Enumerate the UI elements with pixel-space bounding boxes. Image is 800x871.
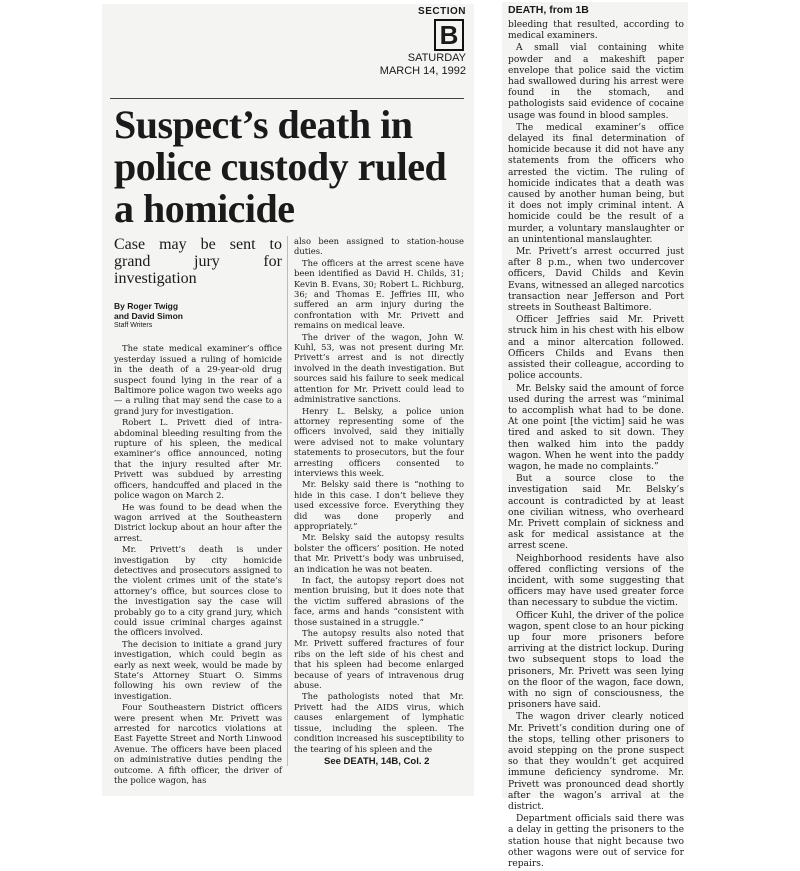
headline: Suspect’s death in police custody ruled a homicide [114, 102, 447, 231]
paragraph: also been assigned to station-house duties. [294, 236, 464, 257]
paragraph: A small vial containing white powder and a makeshift paper envelope that police said the victim had swallowed during his arrest were found in the stomach, and pathologists said evidence of cocaine usage was found in blood samples. [508, 43, 684, 121]
paragraph: bleeding that resulted, according to medical examiners. [508, 20, 684, 42]
paragraph: Four Southeastern District officers were present when Mr. Privett was arrested for narcotics violations at East Fayette Street and North Linwood Avenue. The officers have been placed on administrative duties pending the outcome. A fifth officer, the driver of the police wagon, has [114, 702, 282, 786]
paragraph: Mr. Privett’s death is under investigation by city homicide detectives and prosecutors assigned to the violent crimes unit of the state’s attorney’s office, but sources close to the investigation say the case will probably go to a city grand jury, which could issue criminal charges against the officers involved. [114, 544, 282, 638]
paragraph: The pathologists noted that Mr. Privett had the AIDS virus, which causes enlargement of lymphatic tissue, including the spleen. The condition increased his susceptibility to the tearing of his spleen and the [294, 691, 464, 754]
headline-rule [110, 98, 464, 99]
jump-line: See DEATH, 14B, Col. 2 [324, 756, 430, 767]
dateline-day: SATURDAY [407, 52, 466, 64]
dateline [380, 52, 466, 78]
byline-1: By Roger Twigg [114, 301, 179, 311]
paragraph: Officer Jeffries said Mr. Privett struck him in his chest with his elbow and a minor altercation followed. Officers Childs and Evans then assisted their colleague, according to police accounts. [508, 315, 684, 382]
staff-credit: Staff Writers [114, 322, 153, 329]
paragraph: Mr. Belsky said there is “nothing to hide in this case. I don’t believe they used excessive force. Everything they did was done properly and appropriately.” [294, 479, 464, 531]
masthead [102, 6, 474, 90]
paragraph: Mr. Belsky said the amount of force used during the arrest was “minimal to accomplish what had to be done. At one point [the victim] said he was tired and asked to sit down. They then walked him into the paddy wagon. When he went into the paddy wagon, he made no complaints.” [508, 383, 684, 472]
continuation-header: DEATH, from 1B [508, 4, 589, 16]
paragraph: The state medical examiner’s office yesterday issued a ruling of homicide in the death of a 29-year-old drug suspect found lying in the rear of a Baltimore police wagon two weeks ago — a ruling that may send the case to a grand jury for investigation. [114, 343, 282, 416]
section-label: SECTION [418, 6, 466, 17]
paragraph: But a source close to the investigation said Mr. Belsky’s account is contradicted by at least one civilian witness, who overheard Mr. Privett complain of sickness and ask for medical assistance at the arrest scene. [508, 474, 684, 552]
paragraph: The medical examiner’s office delayed its final determination of homicide because it did not have any statements from the officers who arrested the victim. The ruling of homicide indicates that a death was caused by another human being, but it does not imply criminal intent. A homicide could be the result of a murder, a voluntary manslaughter or an unintentional manslaughter. [508, 122, 684, 245]
front-page-clipping [102, 4, 474, 796]
paragraph: Department officials said there was a delay in getting the prisoners to the station house that night because two other wagons were out of service for repairs. [508, 814, 684, 870]
paragraph: In fact, the autopsy report does not mention bruising, but it does note that the victim suffered abrasions of the face, arms and hands “consistent with those sustained in a struggle.” [294, 575, 464, 627]
paragraph: The officers at the arrest scene have been identified as David H. Childs, 31; Kevin B. Evans, 30; Robert L. Richburg, 36; and Thomas E. Jeffries III, who suffered an arm injury during the confrontation with Mr. Privett and remains on medical leave. [294, 257, 464, 331]
paragraph: He was found to be dead when the wagon arrived at the Southeastern District lockup about an hour after the arrest. [114, 501, 282, 543]
paragraph: The driver of the wagon, John W. Kuhl, 53, was not present during Mr. Privett’s arrest and is not directly involved in the death investigation. But sources said his failure to seek medical attention for Mr. Privett could lead to administrative sanctions. [294, 331, 464, 405]
paragraph: Robert L. Privett died of intra-abdominal bleeding resulting from the rupture of his spleen, the medical examiner’s office announced, noting that the injury resulted after Mr. Privett was subdued by arresting officers, handcuffed and placed in the police wagon on March 2. [114, 417, 282, 501]
dateline-date: MARCH 14, 1992 [379, 65, 466, 77]
subhead: Case may be sent to grand jury for investigation [114, 236, 282, 287]
paragraph: The decision to initiate a grand jury investigation, which could begin as early as next week, would be made by State’s Attorney Stuart O. Simms following his own review of the investigation. [114, 638, 282, 701]
paragraph: Mr. Privett’s arrest occurred just after 8 p.m., when two undercover officers, David Childs and Kevin Evans, witnessed an alleged narcotics transaction near Jefferson and Port streets in Southeast Baltimore. [508, 247, 684, 314]
paragraph: Henry L. Belsky, a police union attorney representing some of the officers involved, said they initially were advised not to make voluntary statements to prosecutors, but the four arresting officers consented to interviews this week. [294, 405, 464, 478]
section-letter: B [434, 19, 464, 51]
paragraph: Officer Kuhl, the driver of the police wagon, spent close to an hour picking up four more prisoners before arriving at the district lockup. During two subsequent stops to load the prisoners, Mr. Privett was seen lying on the floor of the wagon, face down, with no sign of consciousness, the prisoners have said. [508, 610, 684, 711]
column-divider [287, 236, 288, 766]
paragraph: The wagon driver clearly noticed Mr. Privett’s condition during one of the stops, telling other prisoners to avoid stepping on the prone suspect so that they wouldn’t get acquired immune deficiency syndrome. Mr. Privett was pronounced dead shortly after the wagon’s arrival at the district. [508, 712, 684, 813]
paragraph: Neighborhood residents have also offered conflicting versions of the incident, with some suggesting that officers may have used greater force than necessary to subdue the victim. [508, 553, 684, 609]
byline-2: and David Simon [114, 311, 183, 321]
paragraph: Mr. Belsky said the autopsy results bolster the officers’ position. He noted that Mr. Privett’s body was unbruised, an indication he was not beaten. [294, 532, 464, 574]
paragraph: The autopsy results also noted that Mr. Privett suffered fractures of four ribs on the left side of his chest and that his spleen had become enlarged because of years of intravenous drug abuse. [294, 628, 464, 691]
continuation-column [508, 20, 684, 871]
article-column-2 [294, 236, 464, 755]
article-column-1 [114, 236, 282, 786]
